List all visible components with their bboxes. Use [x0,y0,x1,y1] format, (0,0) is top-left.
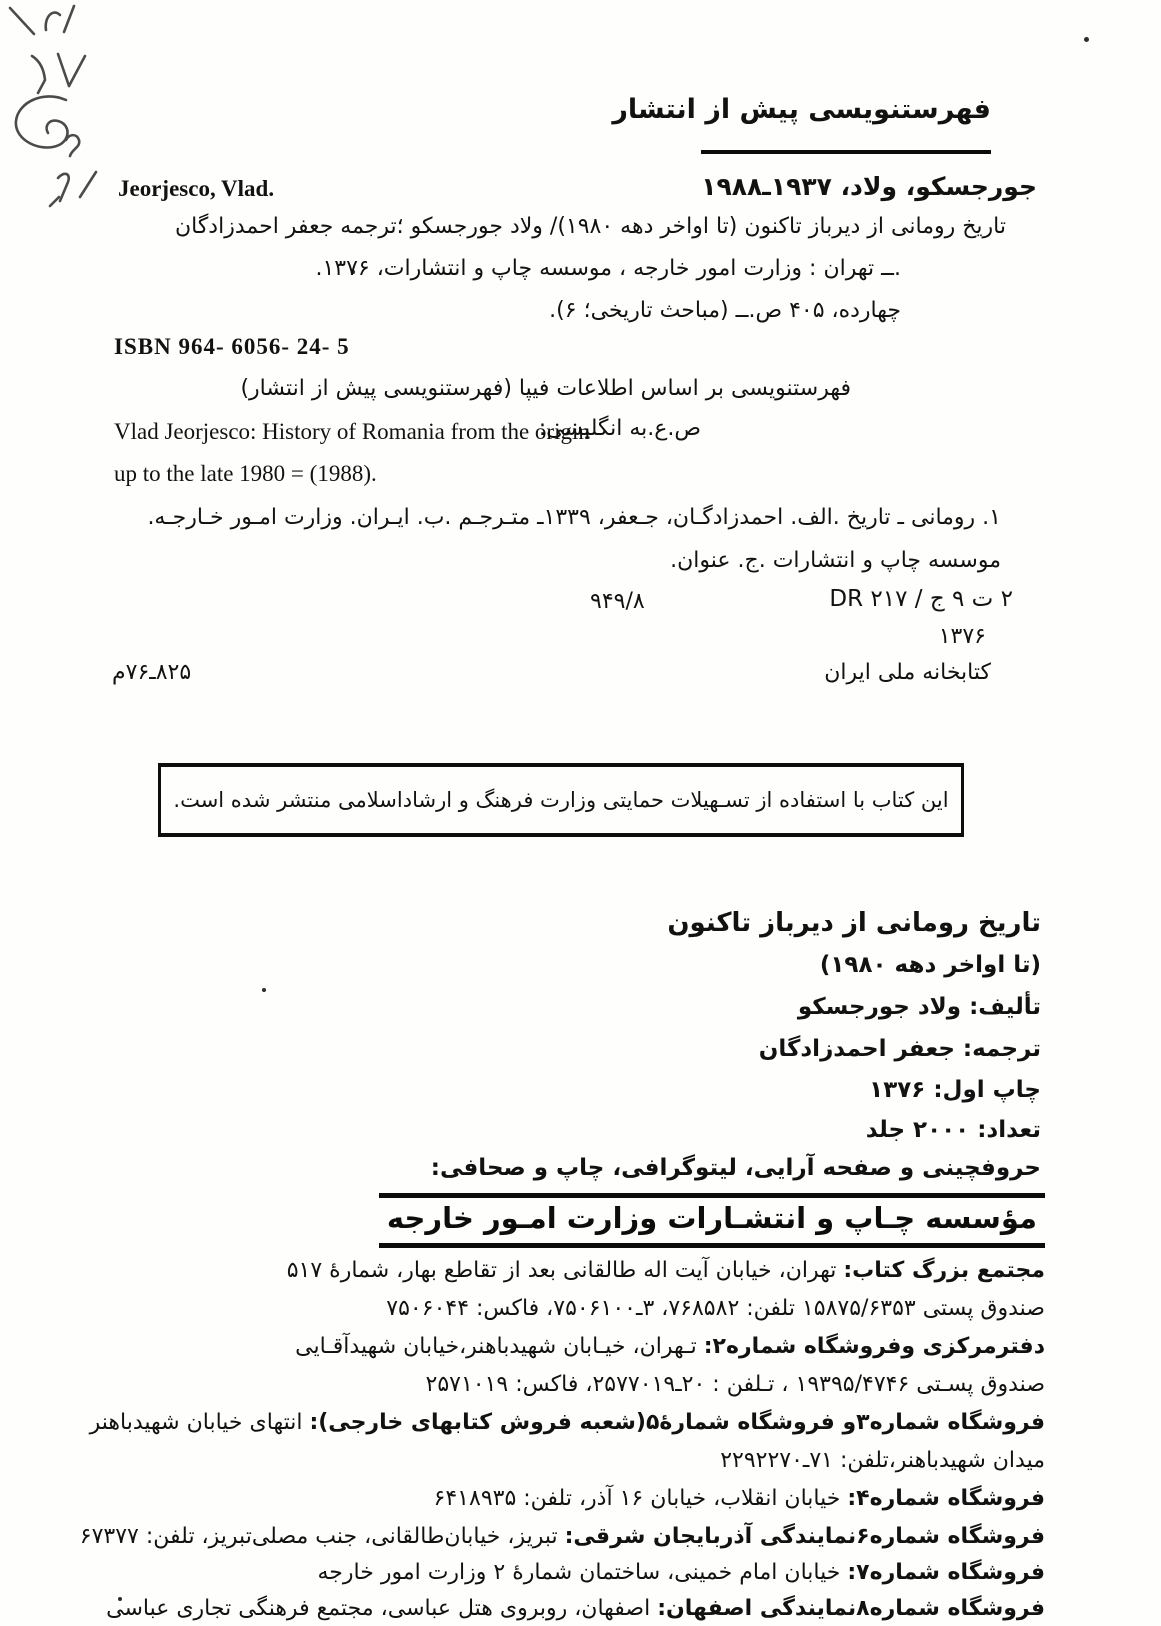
address-text: اصفهان، روبروی هتل عباسی، مجتمع فرهنگی تجاری عباسی [106,1596,658,1621]
fipa-note: فهرستنویسی بر اساس اطلاعات فیپا (فهرستنویسی پیش از انتشار) [240,376,851,401]
address-text: میدان شهیدباهنر،تلفن: ۷۱ـ۲۲۹۲۲۷۰ [720,1448,1045,1473]
address-line [386,1296,1045,1321]
address-label: فروشگاه شماره۷: [847,1560,1045,1585]
address-line [720,1448,1045,1473]
book-title: تاریخ رومانی از دیرباز تاکنون [667,908,1041,938]
book-author: تألیف: ولاد جورجسکو [797,994,1041,1020]
author-name-en: Jeorjesco, Vlad. [118,176,275,201]
national-bibliography-number: م۷۶ـ۸۲۵ [112,660,192,685]
address-line [90,1410,1045,1435]
address-line [80,1524,1045,1549]
imprint: .ــ تهران : وزارت امور خارجه ، موسسه چاپ و انتشارات، ۱۳۷۶. [315,256,901,281]
english-title-label: ص.ع.به انگلیسی: [538,416,701,441]
address-label: فروشگاه شماره۸نمایندگی اصفهان: [657,1596,1045,1621]
book-edition: چاپ اول: ۱۳۷۶ [869,1077,1041,1103]
address-label: فروشگاه شماره۶نمایندگی آذربایجان شرقی: [564,1524,1045,1549]
title-statement: تاریخ رومانی از دیرباز تاکنون (تا اواخر دهه ۱۹۸۰)/ ولاد جورجسکو ؛ترجمه جعفر احمدزادگان [174,214,1006,239]
author-name-fa: جورجسکو، ولاد، ۱۹۳۷ـ۱۹۸۸ [701,172,1037,201]
tracing-line2: موسسه چاپ و انتشارات .ج. عنوان. [670,548,1001,573]
book-subtitle: (تا اواخر دهه ۱۹۸۰) [819,952,1041,978]
address-line [287,1258,1045,1283]
address-text: خیابان انقلاب، خیابان ۱۶ آذر، تلفن: ۶۴۱۸۹۳۵ [433,1486,848,1511]
catalog-year: ۱۳۷۶ [938,624,986,649]
collation: چهارده، ۴۰۵ ص.ــ (مباحث تاریخی؛ ۶). [549,298,901,323]
book-production: حروفچینی و صفحه آرایی، لیتوگرافی، چاپ و صحافی: [430,1155,1041,1181]
publisher-banner: مؤسسه چـاپ و انتشـارات وزارت امـور خارجه [379,1193,1045,1248]
address-line [434,1486,1045,1511]
call-number: DR ۲۱۷ / ج ۹ ت ۲ [829,586,1013,612]
book-copies: تعداد: ۲۰۰۰ جلد [865,1117,1041,1143]
address-text: تـهران، خیـابان شهیدباهنر،خیابان شهیدآقـایی [295,1334,704,1359]
national-library-label: کتابخانه ملی ایران [824,660,991,685]
address-text: صندوق پستی ۱۵۸۷۵/۶۳۵۳ تلفن: ۷۶۸۵۸۲، ۳ـ۷۵۰۶۱۰۰، فاکس: ۷۵۰۶۰۴۴ [386,1296,1045,1321]
address-line [106,1596,1045,1621]
isbn: ISBN 964- 6056- 24- 5 [114,334,350,359]
scan-speck [1084,37,1089,42]
address-line [295,1334,1045,1359]
dewey-number: ۹۴۹/۸ [590,589,645,614]
support-note: این کتاب با استفاده از تسـهیلات حمایتی وزارت فرهنگ و ارشاداسلامی منتشر شده است. [173,788,949,812]
address-line [426,1372,1045,1397]
address-text: تبریز، خیابان‌طالقانی، جنب مصلی‌تبریز، تلفن: ۶۷۳۷۷ [79,1524,565,1549]
address-text: تهران، خیابان آیت اله طالقانی بعد از تقاطع بهار، شمارهٔ ۵۱۷ [286,1258,844,1283]
cip-header: فهرستنویسی پیش از انتشار [612,94,991,125]
english-title-line2: up to the late 1980 = (1988). [114,461,377,486]
address-label: فروشگاه شماره۳و فروشگاه شمارهٔ۵(شعبه فروش کتابهای خارجی): [309,1410,1045,1435]
book-translator: ترجمه: جعفر احمدزادگان [758,1036,1041,1062]
address-label: مجتمع بزرگ کتاب: [843,1258,1045,1283]
scan-speck [262,988,266,992]
address-text: خیابان امام خمینی، ساختمان شمارهٔ ۲ وزارت امور خارجه [317,1560,848,1585]
address-line [318,1560,1045,1585]
address-text: صندوق پسـتی ۱۹۳۹۵/۴۷۴۶ ، تـلفن : ۲۰ـ۲۵۷۷۰۱۹، فاکس: ۲۵۷۱۰۱۹ [425,1372,1045,1397]
address-label: دفترمرکزی وفروشگاه شماره۲: [703,1334,1045,1359]
address-text: انتهای خیابان شهیدباهنر [89,1410,310,1435]
tracing-line1: ۱. رومانی ـ تاریخ .الف. احمدزادگـان، جـعفر، ۱۳۳۹ـ متـرجـم .ب. ایـران. وزارت امـور خـارجـه. [147,505,1001,530]
english-title-line1: Vlad Jeorjesco: History of Romania from the origin [114,419,590,444]
address-label: فروشگاه شماره۴: [847,1486,1045,1511]
support-note-box [158,763,964,837]
cip-header-rule [701,150,991,154]
